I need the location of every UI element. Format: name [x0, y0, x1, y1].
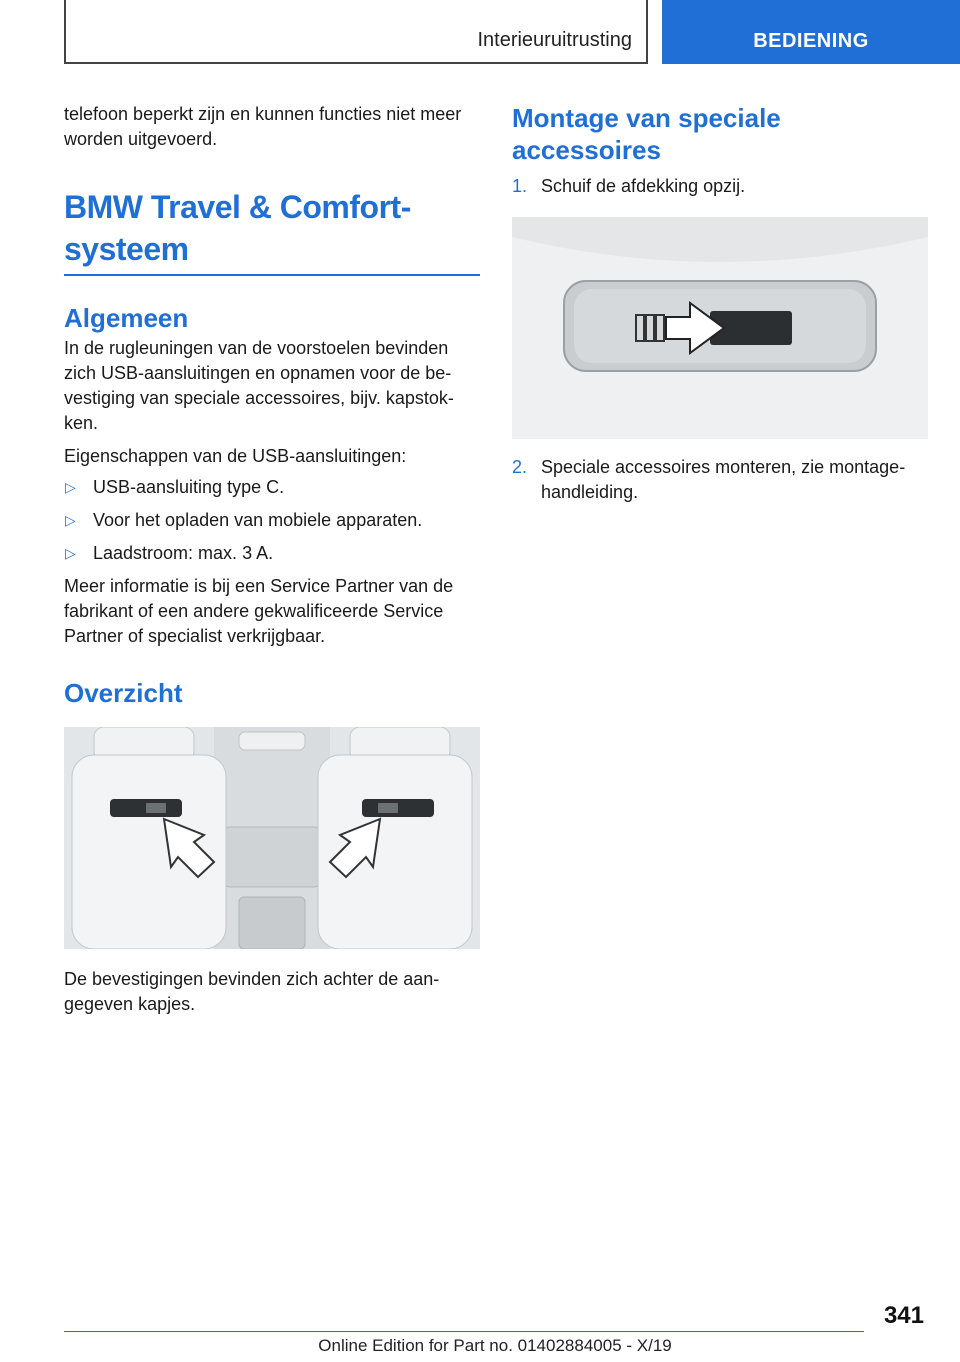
step-number: 1. — [512, 176, 528, 196]
step-item: 1. Schuif de afdekking opzij. — [512, 174, 924, 199]
bullet-triangle-icon: ▷ — [65, 545, 76, 561]
step-item: 2. Speciale accessoires monteren, zie montagehandleiding. — [512, 457, 906, 502]
page-title: BMW Travel & Comfort-systeem — [64, 186, 480, 276]
usb-list — [64, 475, 480, 566]
chapter-tab-label: BEDIENING — [753, 29, 869, 52]
usb-intro: Eigenschappen van de USB-aansluitingen: — [64, 446, 407, 466]
step-number: 2. — [512, 457, 528, 477]
steps-list-continued — [512, 455, 924, 505]
edition-line: Online Edition for Part no. 01402884005 - X/19 — [318, 1336, 672, 1355]
list-item: ▷ USB-aansluiting type C. — [64, 475, 480, 500]
bullet-triangle-icon: ▷ — [65, 479, 76, 495]
mount-heading: Montage van speciale accessoires — [512, 103, 781, 165]
list-item: ▷ Laadstroom: max. 3 A. — [64, 541, 480, 566]
intro-text: telefoon beperkt zijn en kunnen functies niet meer worden uitgevoerd. — [64, 104, 462, 149]
general-heading: Algemeen — [64, 303, 189, 333]
overview-caption: De bevestigingen bevinden zich achter de aangegeven kapjes. — [64, 969, 440, 1014]
left-column — [64, 102, 480, 1017]
overview-heading: Overzicht — [64, 678, 183, 708]
cover-slide-illustration — [512, 217, 928, 439]
header-section-title: Interieuruitrusting — [477, 29, 632, 51]
footer-divider — [64, 1331, 864, 1332]
page-number: 341 — [883, 1302, 924, 1329]
list-item: ▷ Voor het opladen van mobiele apparaten. — [64, 508, 480, 533]
general-text: In de rugleuningen van de voorstoelen bevinden zich USB-aansluitingen en opnamen voor de bevestiging van speciale accessoires, bijv. kapstokken. — [64, 338, 454, 433]
bullet-triangle-icon: ▷ — [65, 512, 76, 528]
chapter-tab — [662, 0, 960, 64]
seatbacks-illustration — [64, 727, 480, 949]
steps-list — [512, 174, 924, 199]
right-column — [512, 102, 924, 505]
more-info-text: Meer informatie is bij een Service Partner van de fabrikant of een andere gekwalificeerde Service Partner of specialist verkrijgbaar. — [64, 576, 454, 646]
